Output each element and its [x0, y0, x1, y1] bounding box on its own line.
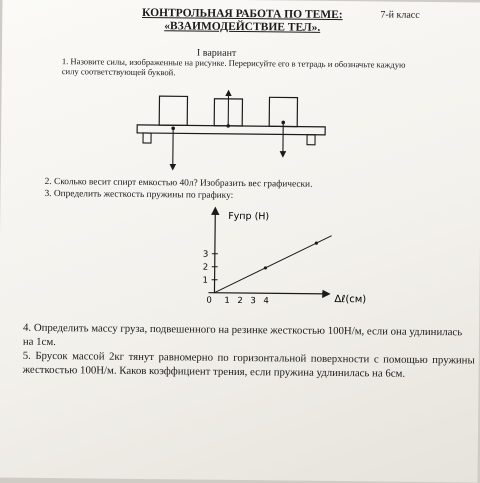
question-2: 2. Сколько весит спирт емкостью 40л? Изобразить вес графически. — [45, 177, 313, 190]
y-axis — [214, 211, 215, 293]
x-tick-label: 2 — [237, 296, 243, 306]
question-1: 1. Назовите силы, изображенные на рисунке. Перерисуйте его в тетрадь и обозначьте каждую силу соответствующей буквой. — [62, 56, 422, 80]
title-line-1: КОНТРОЛЬНАЯ РАБОТА ПО ТЕМЕ: — [92, 6, 392, 22]
shelf-leg-left — [143, 133, 151, 143]
question-5: 5. Брусок массой 2кг тянут равномерно по горизонтальной поверхности с помощью пружины жесткостью 100Н/м. Каков коэффициент трения, если пружина удлинилась на 6см. — [23, 349, 475, 382]
origin-label: 0 — [206, 296, 212, 306]
forces-figure — [131, 87, 332, 175]
spring-graph — [194, 205, 390, 312]
page-title — [92, 6, 392, 35]
y-tick-label: 2 — [203, 263, 209, 273]
x-axis-label: Δℓ(см) — [334, 294, 366, 305]
x-tick-label: 3 — [250, 296, 256, 306]
title-line-2: «ВЗАИМОДЕЙСТВИЕ ТЕЛ». — [92, 19, 392, 35]
block-left — [159, 96, 187, 125]
y-tick-label: 1 — [203, 276, 209, 286]
question-4: 4. Определить массу груза, подвешенного на резинке жесткостью 100Н/м, если она удлинилась на 1см. — [23, 321, 475, 354]
y-axis-label: Fупр (Н) — [228, 211, 269, 222]
data-point — [264, 266, 267, 269]
data-point — [315, 241, 318, 244]
grade-label: 7-й класс — [380, 9, 419, 20]
tick-group — [202, 250, 269, 307]
x-tick-label: 1 — [224, 296, 230, 306]
series-line — [214, 234, 331, 294]
y-tick-label: 3 — [203, 250, 209, 260]
question-3: 3. Определить жесткость пружины по графику: — [44, 189, 233, 201]
x-tick-label: 4 — [263, 296, 269, 306]
variant-label: I вариант — [197, 48, 236, 59]
shelf-leg-right — [307, 135, 315, 145]
x-axis — [208, 293, 326, 294]
